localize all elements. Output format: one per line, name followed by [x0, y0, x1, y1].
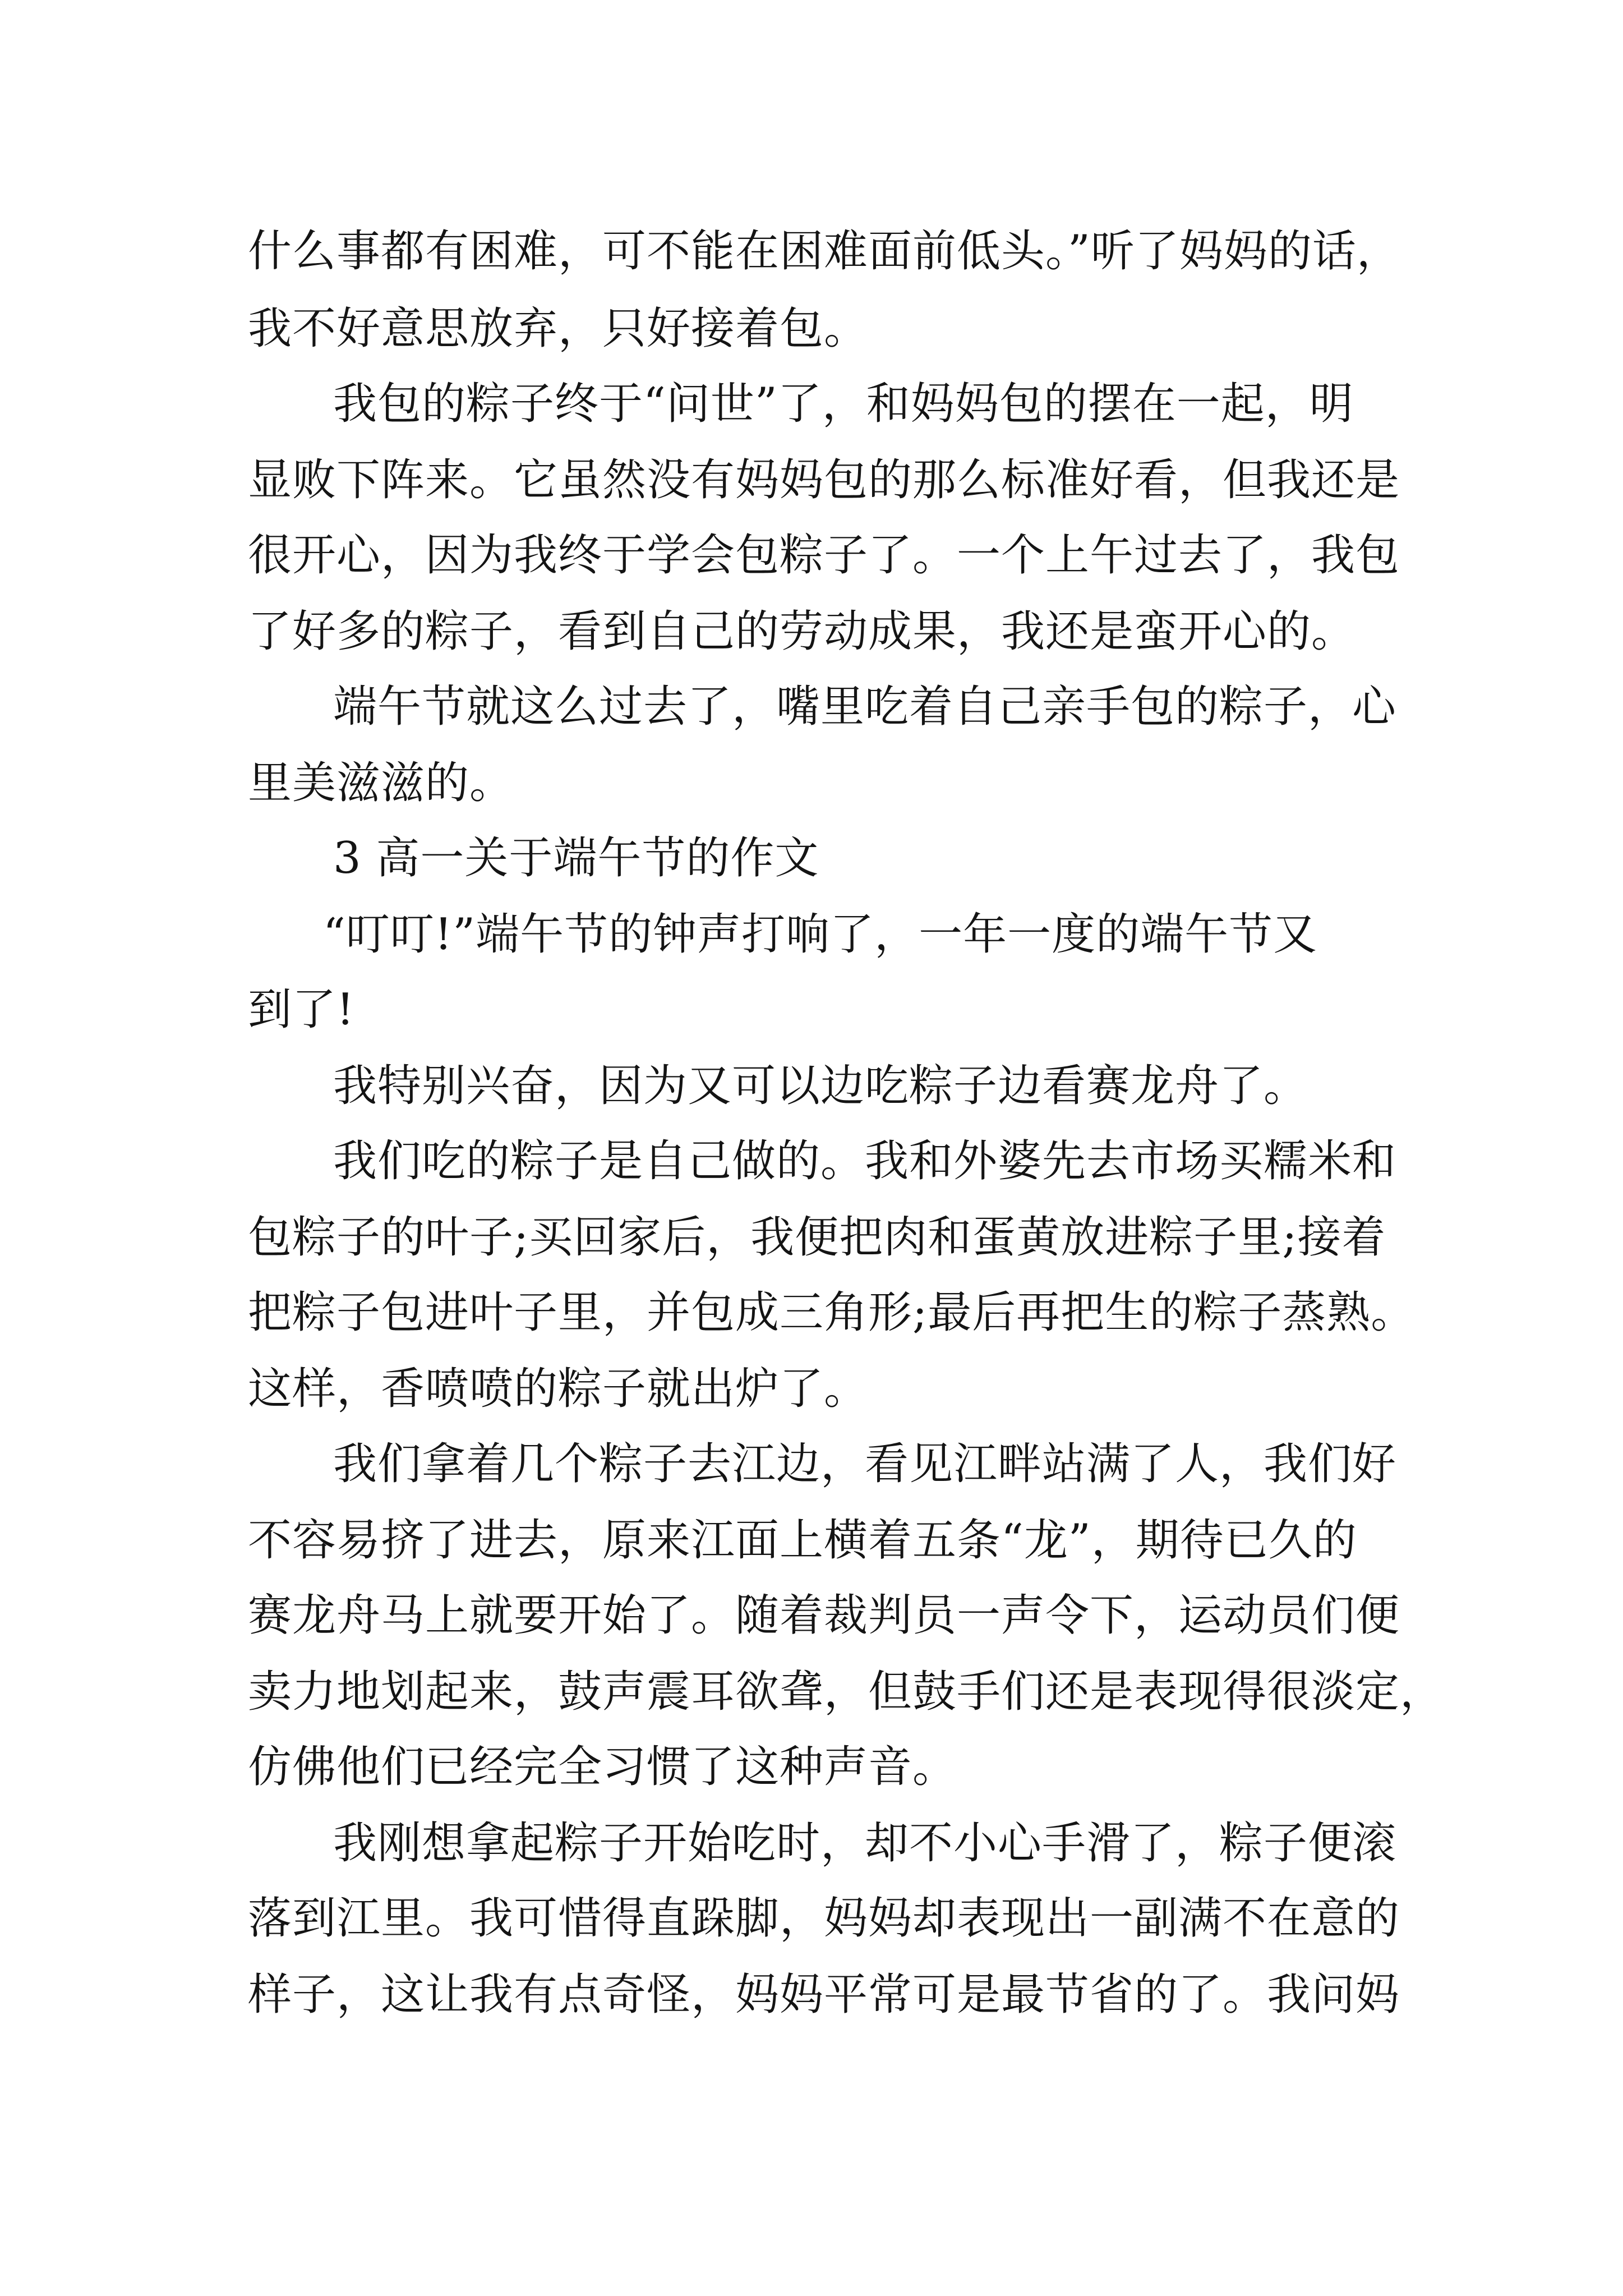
text-line-14: 包粽子的叶子;买回家后，我便把肉和蛋黄放进粽子里;接着	[248, 1212, 1386, 1263]
text-line-7: 端午节就这么过去了，嘴里吃着自己亲手包的粽子，心	[333, 682, 1397, 732]
text-line-5: 很开心，因为我终于学会包粽子了。一个上午过去了，我包	[248, 530, 1400, 581]
text-line-16: 这样，香喷喷的粽子就出炉了。	[248, 1364, 869, 1414]
text-line-2: 我不好意思放弃，只好接着包。	[248, 303, 869, 354]
text-line-23: 落到江里。我可惜得直跺脚，妈妈却表现出一副满不在意的	[248, 1893, 1400, 1944]
text-line-1: 什么事都有困难，可不能在困难面前低头。”听了妈妈的话，	[248, 226, 1401, 277]
section-heading: 3 高一关于端午节的作文	[333, 833, 819, 884]
text-line-15: 把粽子包进叶子里，并包成三角形;最后再把生的粽子蒸熟。	[248, 1287, 1415, 1338]
text-line-11: 到了!	[248, 984, 355, 1035]
text-line-4: 显败下阵来。它虽然没有妈妈包的那么标准好看，但我还是	[248, 455, 1400, 505]
text-line-3: 我包的粽子终于“问世”了，和妈妈包的摆在一起，明	[333, 379, 1354, 429]
text-line-18: 不容易挤了进去，原来江面上横着五条“龙”，期待已久的	[248, 1515, 1357, 1566]
text-line-24: 样子，这让我有点奇怪，妈妈平常可是最节省的了。我问妈	[248, 1970, 1400, 2020]
text-line-10: “叮叮!”端午节的钟声打响了，一年一度的端午节又	[323, 909, 1318, 960]
text-line-20: 卖力地划起来，鼓声震耳欲聋，但鼓手们还是表现得很淡定，	[248, 1667, 1445, 1717]
text-line-19: 赛龙舟马上就要开始了。随着裁判员一声令下，运动员们便	[248, 1590, 1400, 1641]
text-line-21: 仿佛他们已经完全习惯了这种声音。	[248, 1742, 957, 1792]
text-line-17: 我们拿着几个粽子去江边，看见江畔站满了人，我们好	[333, 1439, 1397, 1489]
text-line-22: 我刚想拿起粽子开始吃时，却不小心手滑了，粽子便滚	[333, 1818, 1397, 1869]
text-line-8: 里美滋滋的。	[248, 758, 514, 808]
text-line-13: 我们吃的粽子是自己做的。我和外婆先去市场买糯米和	[333, 1136, 1397, 1186]
text-line-6: 了好多的粽子，看到自己的劳动成果，我还是蛮开心的。	[248, 606, 1356, 657]
text-line-12: 我特别兴奋，因为又可以边吃粽子边看赛龙舟了。	[333, 1061, 1308, 1111]
